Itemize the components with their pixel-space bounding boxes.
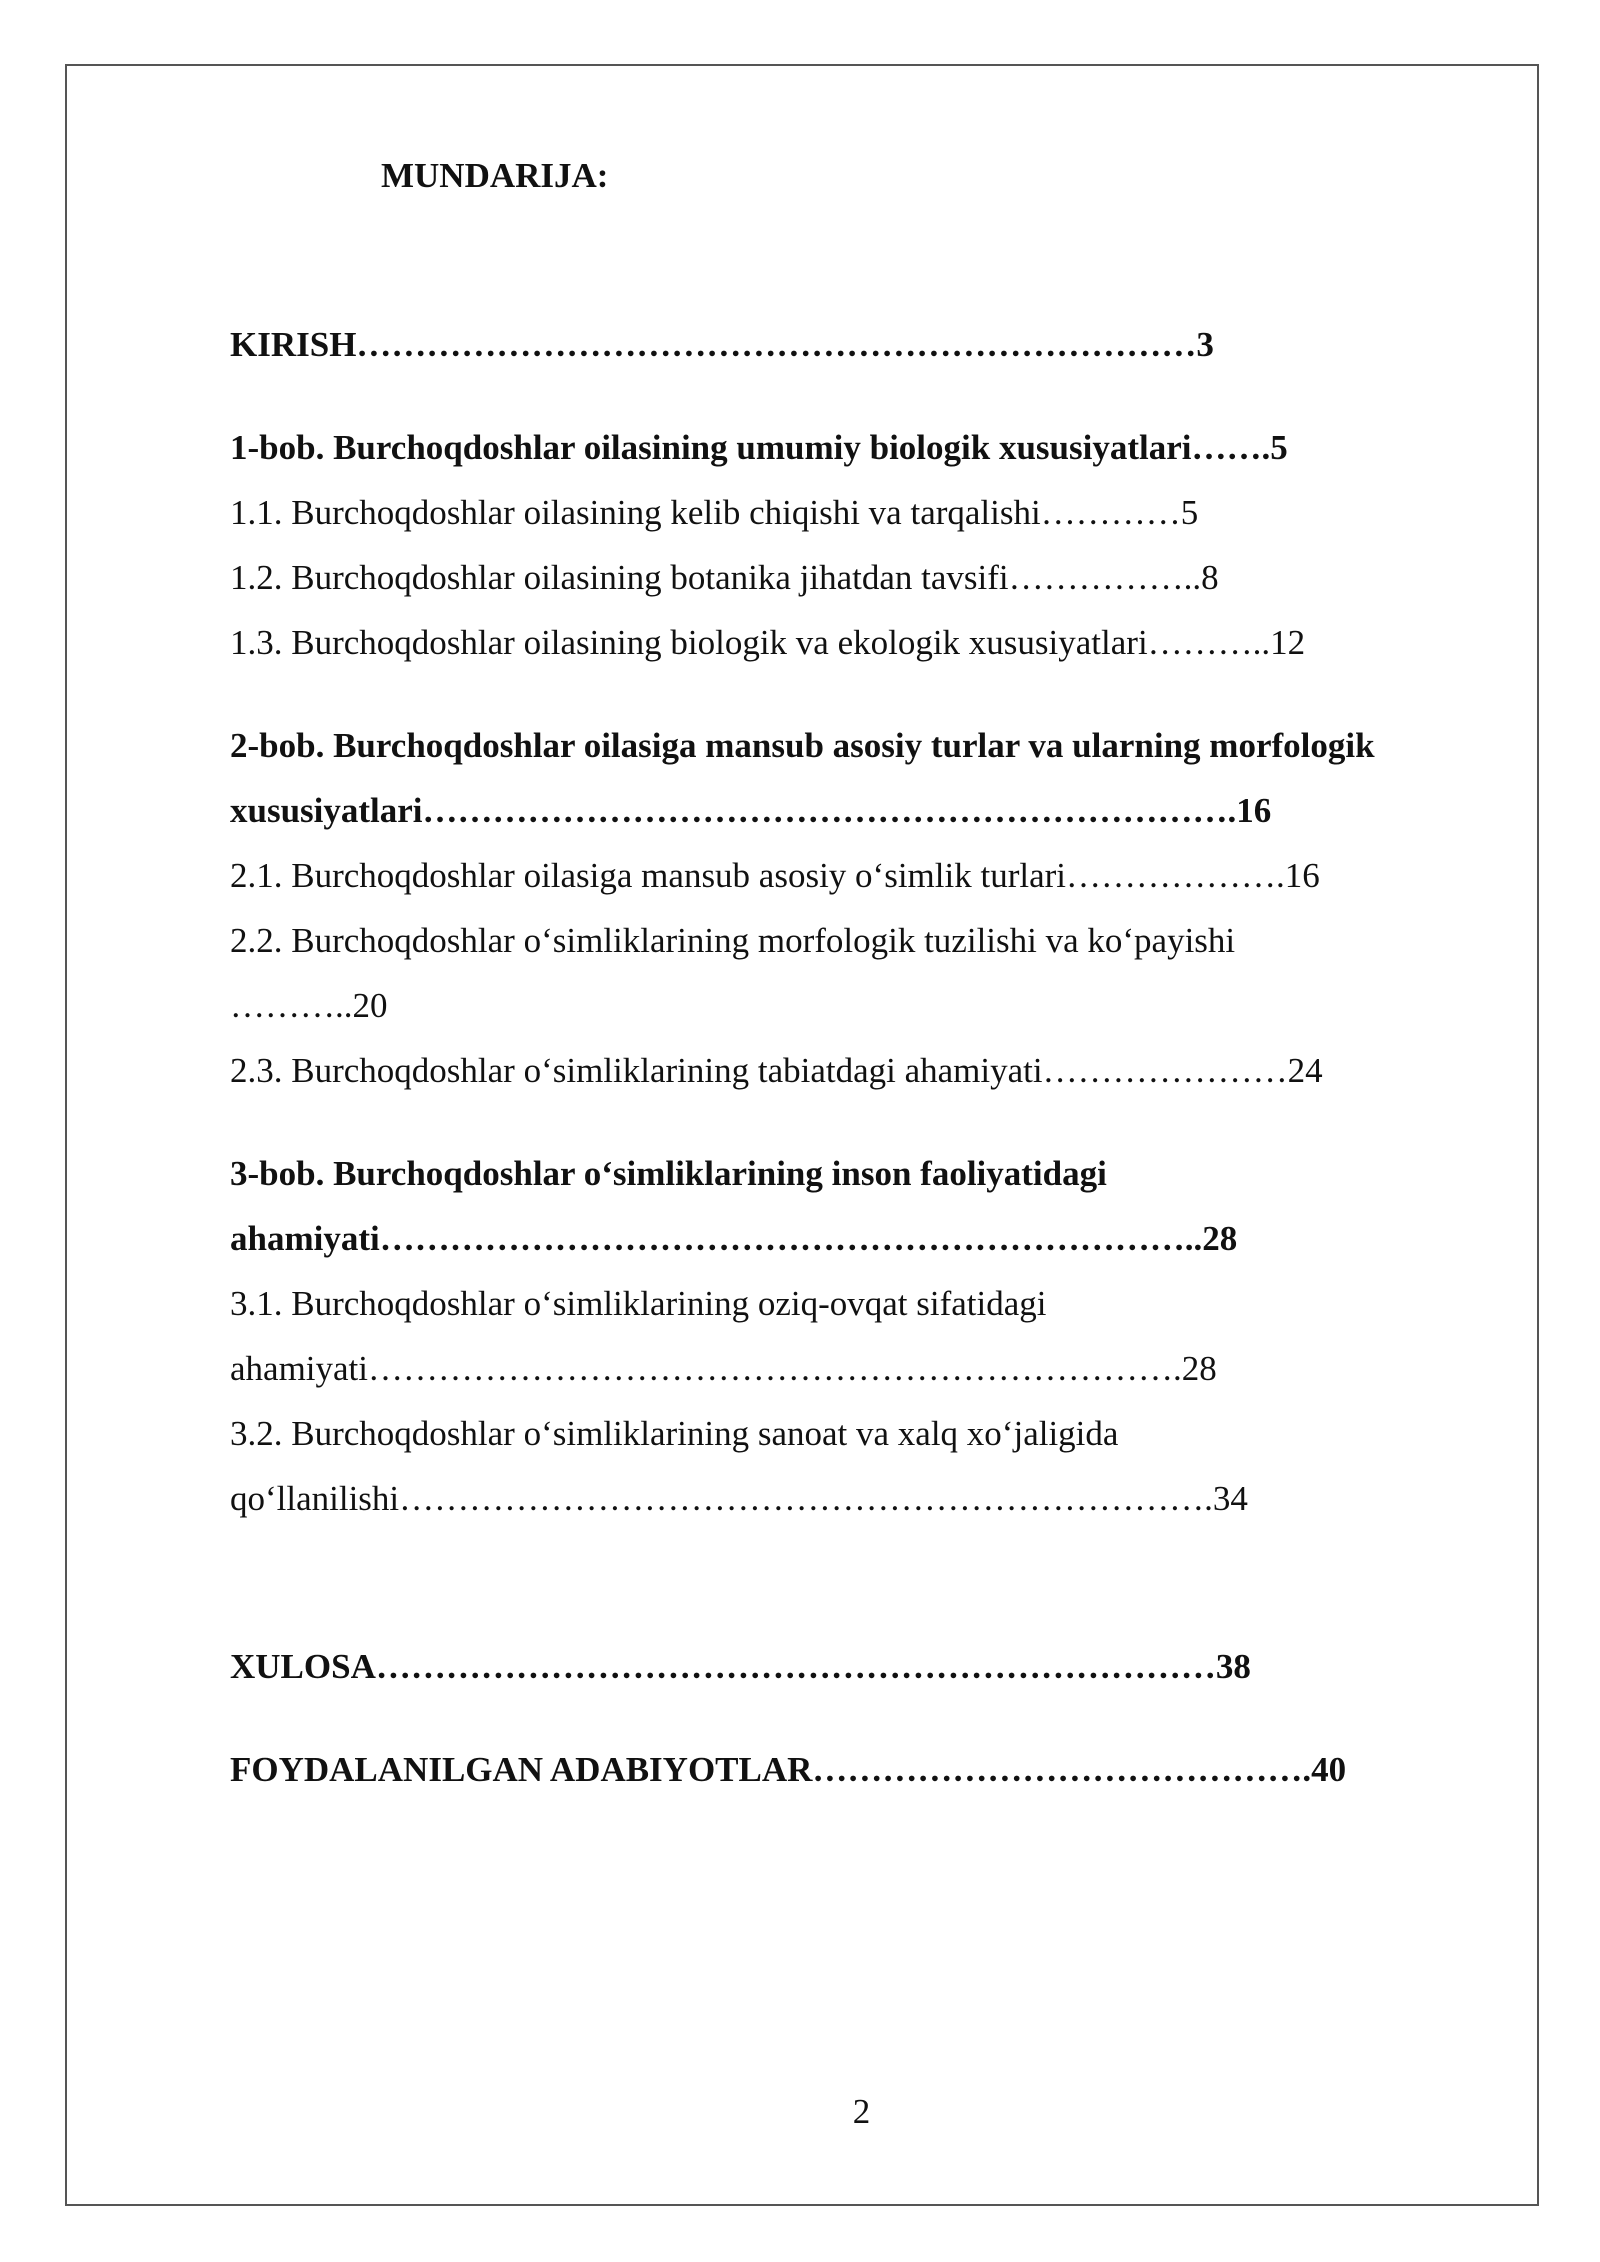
toc-entry-section-2-1: 2.1. Burchoqdoshlar oilasiga mansub asosiy o‘simlik turlari……………….16 <box>230 856 1320 895</box>
toc-entry-section-3-1-cont: ahamiyati…………………………………………………………….28 <box>230 1349 1217 1388</box>
toc-entry-section-3-2: 3.2. Burchoqdoshlar o‘simliklarining sanoat va xalq xo‘jaligida <box>230 1414 1119 1453</box>
toc-entry-chapter-2: 2-bob. Burchoqdoshlar oilasiga mansub asosiy turlar va ularning morfologik <box>230 726 1375 765</box>
toc-entry-section-2-3: 2.3. Burchoqdoshlar o‘simliklarining tabiatdagi ahamiyati…………………24 <box>230 1051 1323 1090</box>
toc-entry-chapter-1: 1-bob. Burchoqdoshlar oilasining umumiy biologik xususiyatlari…….5 <box>230 428 1288 467</box>
toc-heading: MUNDARIJA: <box>381 156 609 195</box>
toc-entry-section-3-1: 3.1. Burchoqdoshlar o‘simliklarining oziq-ovqat sifatidagi <box>230 1284 1047 1323</box>
toc-entry-xulosa: XULOSA………………………………………………………………38 <box>230 1647 1251 1686</box>
toc-entry-section-2-2-cont: ………..20 <box>230 986 388 1025</box>
toc-entry-section-2-2: 2.2. Burchoqdoshlar o‘simliklarining morfologik tuzilishi va ko‘payishi <box>230 921 1236 960</box>
toc-entry-chapter-3-cont: ahamiyati……………………………………………………………..28 <box>230 1219 1238 1258</box>
toc-entry-section-1-3: 1.3. Burchoqdoshlar oilasining biologik va ekologik xususiyatlari………..12 <box>230 623 1306 662</box>
toc-entry-section-1-1: 1.1. Burchoqdoshlar oilasining kelib chiqishi va tarqalishi…………5 <box>230 493 1199 532</box>
toc-entry-section-1-2: 1.2. Burchoqdoshlar oilasining botanika jihatdan tavsifi……………..8 <box>230 558 1219 597</box>
toc-entry-kirish: KIRISH………………………………………………………………3 <box>230 325 1214 364</box>
toc-entry-chapter-2-cont: xususiyatlari…………………………………………………………….16 <box>230 791 1272 830</box>
toc-entry-section-3-2-cont: qo‘llanilishi…………………………………………………………….34 <box>230 1479 1248 1518</box>
page-border <box>65 64 1539 2206</box>
page-number: 2 <box>852 2092 871 2131</box>
toc-entry-chapter-3: 3-bob. Burchoqdoshlar o‘simliklarining inson faoliyatidagi <box>230 1154 1107 1193</box>
toc-entry-adabiyotlar: FOYDALANILGAN ADABIYOTLAR…………………………………….40 <box>230 1750 1347 1789</box>
